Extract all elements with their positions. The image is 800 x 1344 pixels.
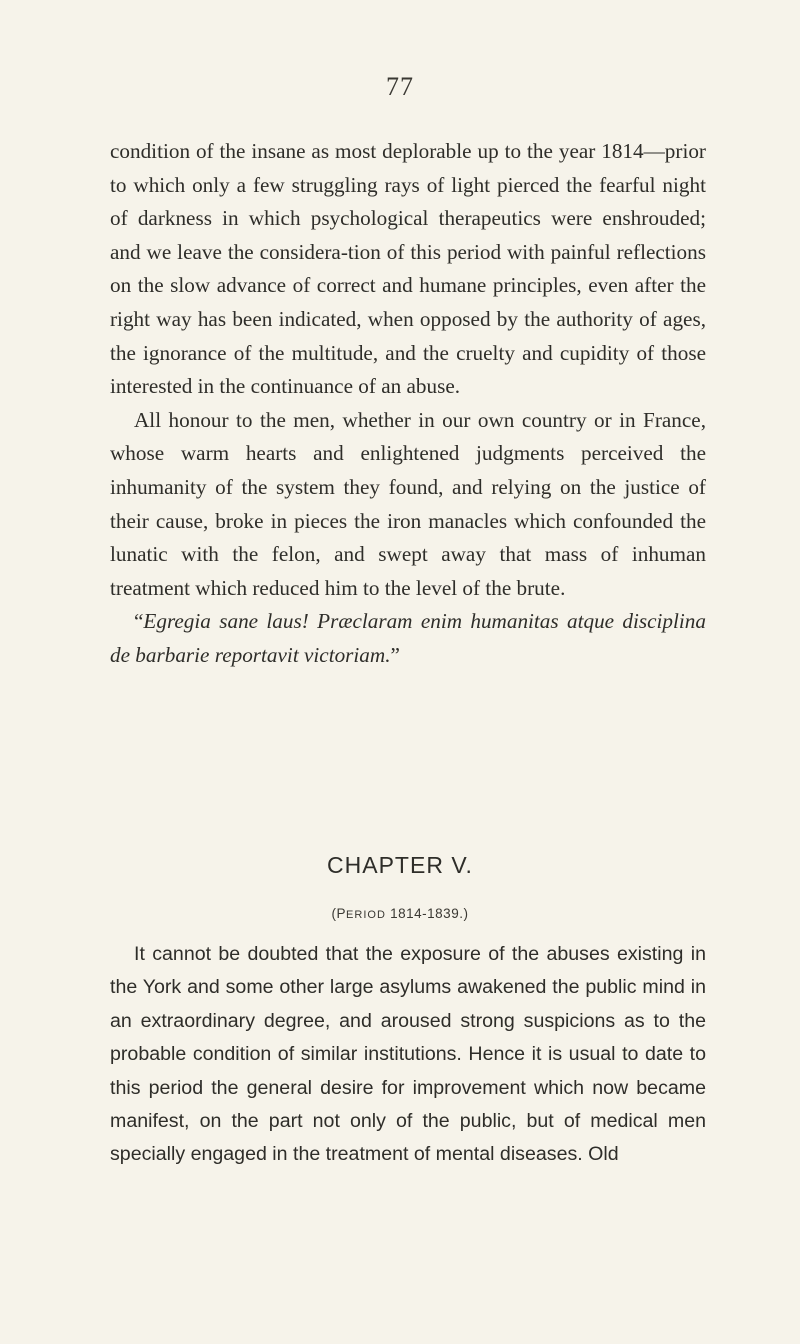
period-open-paren: ( — [331, 906, 337, 921]
period-initial: P — [336, 906, 347, 921]
period-range: 1814-1839. — [385, 906, 464, 921]
text-block-chapter — [110, 938, 706, 1172]
paragraph-chapter-opening: It cannot be doubted that the exposure of the abuses existing in the York and some other large asylums awakened the public mind in an extraordinary degree, and aroused strong suspicions as to the probable condition of similar institutions. Hence it is usual to date to this period the general desire for improvement which now became manifest, on the part not only of the public, but of medical men specially engaged in the treatment of mental diseases. Old — [110, 943, 706, 1166]
quote-open-mark: “ — [134, 609, 144, 634]
period-word: ERIOD — [346, 909, 386, 921]
chapter-period — [0, 906, 800, 921]
paragraph-continued: condition of the insane as most deplorable up to the year 1814—prior to which only a few struggling rays of light pierced the fearful night of darkness in which psychological therapeutics were enshrouded; and we leave the considera-tion of this period with painful reflections on the slow advance of correct and humane principles, even after the right way has been indicated, when opposed by the authority of ages, the ignorance of the multitude, and the cruelty and cupidity of those interested in the continuance of an abuse. — [110, 139, 706, 399]
text-block-top — [110, 135, 706, 673]
page-number: 77 — [386, 72, 414, 101]
latin-quote — [110, 605, 706, 672]
chapter-heading: CHAPTER V. — [327, 852, 473, 878]
latin-quote-text: Egregia sane laus! Præclaram enim humanitas atque disciplina de barbarie reportavit victoriam. — [110, 609, 706, 667]
quote-close-mark: ” — [390, 642, 400, 667]
period-close-paren: ) — [463, 906, 469, 921]
paragraph-honour: All honour to the men, whether in our own country or in France, whose warm hearts and enlightened judgments perceived the inhumanity of the system they found, and relying on the justice of their cause, broke in pieces the iron manacles which confounded the lunatic with the felon, and swept away that mass of inhuman treatment which reduced him to the level of the brute. — [110, 407, 706, 600]
